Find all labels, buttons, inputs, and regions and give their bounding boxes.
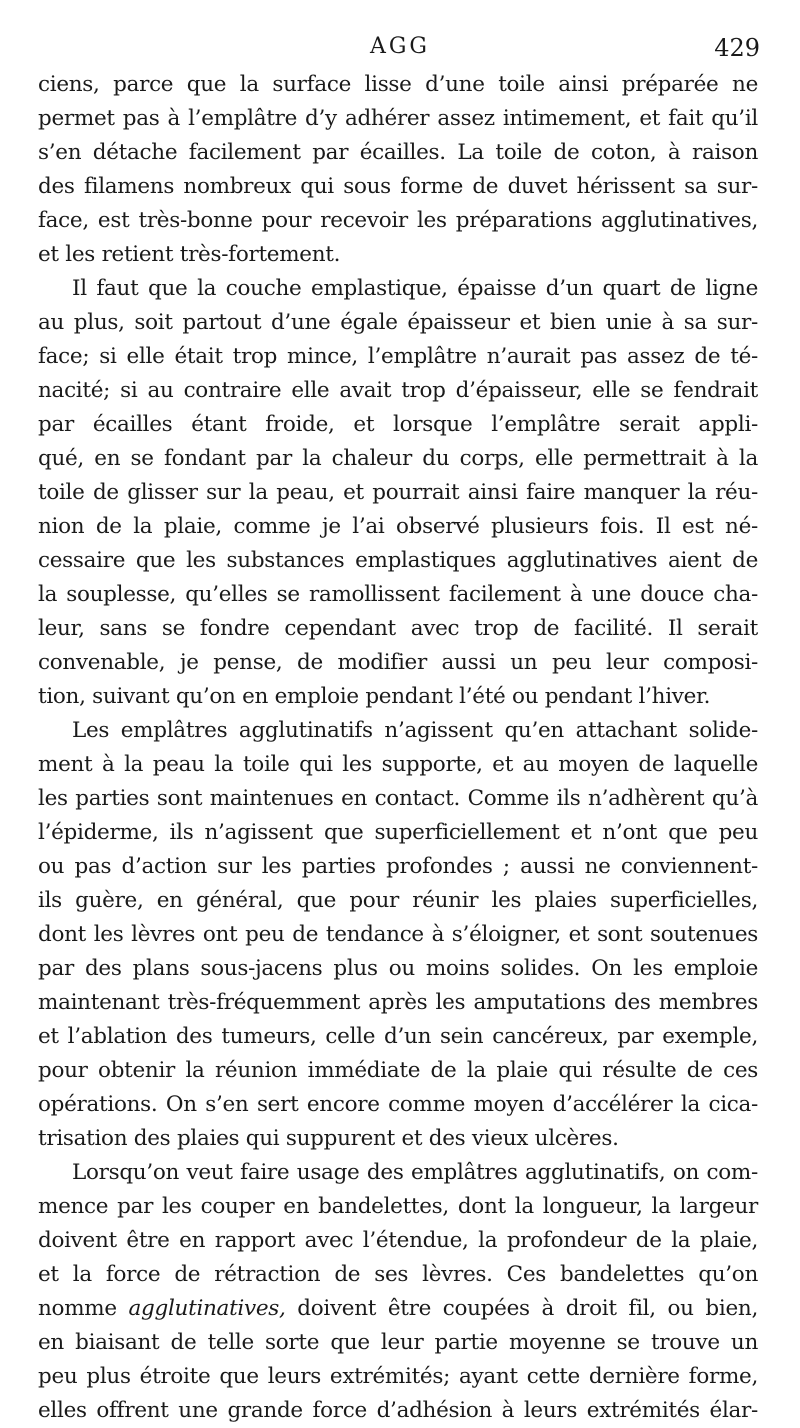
body-text	[38, 68, 758, 1428]
running-title: AGG	[369, 34, 431, 59]
text-line: ils guère, en général, que pour réunir les plaies superficielles,	[38, 888, 758, 913]
text-line: au plus, soit partout d’une égale épaisseur et bien unie à sa sur-	[38, 310, 758, 335]
running-head	[0, 34, 800, 68]
text-line: en biaisant de telle sorte que leur partie moyenne se trouve un	[38, 1330, 758, 1355]
text-line: la souplesse, qu’elles se ramollissent facilement à une douce cha-	[38, 582, 758, 607]
text-line: Les emplâtres agglutinatifs n’agissent qu’en attachant solide-	[72, 718, 758, 743]
text-line: qué, en se fondant par la chaleur du corps, elle permettrait à la	[38, 446, 758, 471]
text-line: permet pas à l’emplâtre d’y adhérer assez intimement, et fait qu’il	[38, 106, 758, 131]
text-line: l’épiderme, ils n’agissent que superficiellement et n’ont que peu	[38, 820, 758, 845]
text-line: tion, suivant qu’on en emploie pendant l’été ou pendant l’hiver.	[38, 684, 711, 709]
text-line: par des plans sous-jacens plus ou moins solides. On les emploie	[38, 956, 758, 981]
text-line: Il faut que la couche emplastique, épaisse d’un quart de ligne	[72, 276, 758, 301]
text-line: maintenant très-fréquemment après les amputations des membres	[38, 990, 758, 1015]
text-line: elles offrent une grande force d’adhésion à leurs extrémités élar-	[38, 1398, 758, 1423]
page-number: 429	[714, 34, 760, 62]
text-line-mixed	[38, 1292, 758, 1326]
text-line: ou pas d’action sur les parties profondes ; aussi ne conviennent-	[38, 854, 758, 879]
text-line: face; si elle était trop mince, l’emplâtre n’aurait pas assez de té-	[38, 344, 758, 369]
text-line: ment à la peau la toile qui les supporte, et au moyen de laquelle	[38, 752, 758, 777]
text-line: doivent être en rapport avec l’étendue, la profondeur de la plaie,	[38, 1228, 758, 1253]
text-line: et les retient très-fortement.	[38, 242, 341, 267]
text-line: et la force de rétraction de ses lèvres. Ces bandelettes qu’on	[38, 1262, 758, 1287]
text-line: nacité; si au contraire elle avait trop d’épaisseur, elle se fendrait	[38, 378, 758, 403]
text-line: Lorsqu’on veut faire usage des emplâtres agglutinatifs, on com-	[72, 1160, 758, 1185]
text-line: s’en détache facilement par écailles. La toile de coton, à raison	[38, 140, 758, 165]
text-line: convenable, je pense, de modifier aussi un peu leur composi-	[38, 650, 758, 675]
text-line: trisation des plaies qui suppurent et des vieux ulcères.	[38, 1126, 619, 1151]
text-line: ciens, parce que la surface lisse d’une toile ainsi préparée ne	[38, 72, 758, 97]
text-line: toile de glisser sur la peau, et pourrait ainsi faire manquer la réu-	[38, 480, 758, 505]
text-line: face, est très-bonne pour recevoir les préparations agglutinatives,	[38, 208, 758, 233]
text-line: leur, sans se fondre cependant avec trop de facilité. Il serait	[38, 616, 758, 641]
text-line: des filamens nombreux qui sous forme de duvet hérissent sa sur-	[38, 174, 758, 199]
text-line: cessaire que les substances emplastiques agglutinatives aient de	[38, 548, 758, 573]
italic-term: agglutinatives,	[128, 1296, 286, 1321]
text-line: dont les lèvres ont peu de tendance à s’éloigner, et sont soutenues	[38, 922, 758, 947]
text-line: opérations. On s’en sert encore comme moyen d’accélérer la cica-	[38, 1092, 758, 1117]
text-line: mence par les couper en bandelettes, dont la longueur, la largeur	[38, 1194, 758, 1219]
text-line: peu plus étroite que leurs extrémités; ayant cette dernière forme,	[38, 1364, 758, 1389]
text-line: nion de la plaie, comme je l’ai observé plusieurs fois. Il est né-	[38, 514, 758, 539]
text-segment: doivent être coupées à droit fil, ou bien,	[297, 1296, 758, 1321]
text-line: et l’ablation des tumeurs, celle d’un sein cancéreux, par exemple,	[38, 1024, 758, 1049]
text-line: par écailles étant froide, et lorsque l’emplâtre serait appli-	[38, 412, 758, 437]
text-line: pour obtenir la réunion immédiate de la plaie qui résulte de ces	[38, 1058, 758, 1083]
text-line: les parties sont maintenues en contact. Comme ils n’adhèrent qu’à	[38, 786, 758, 811]
text-segment: nomme	[38, 1296, 117, 1321]
